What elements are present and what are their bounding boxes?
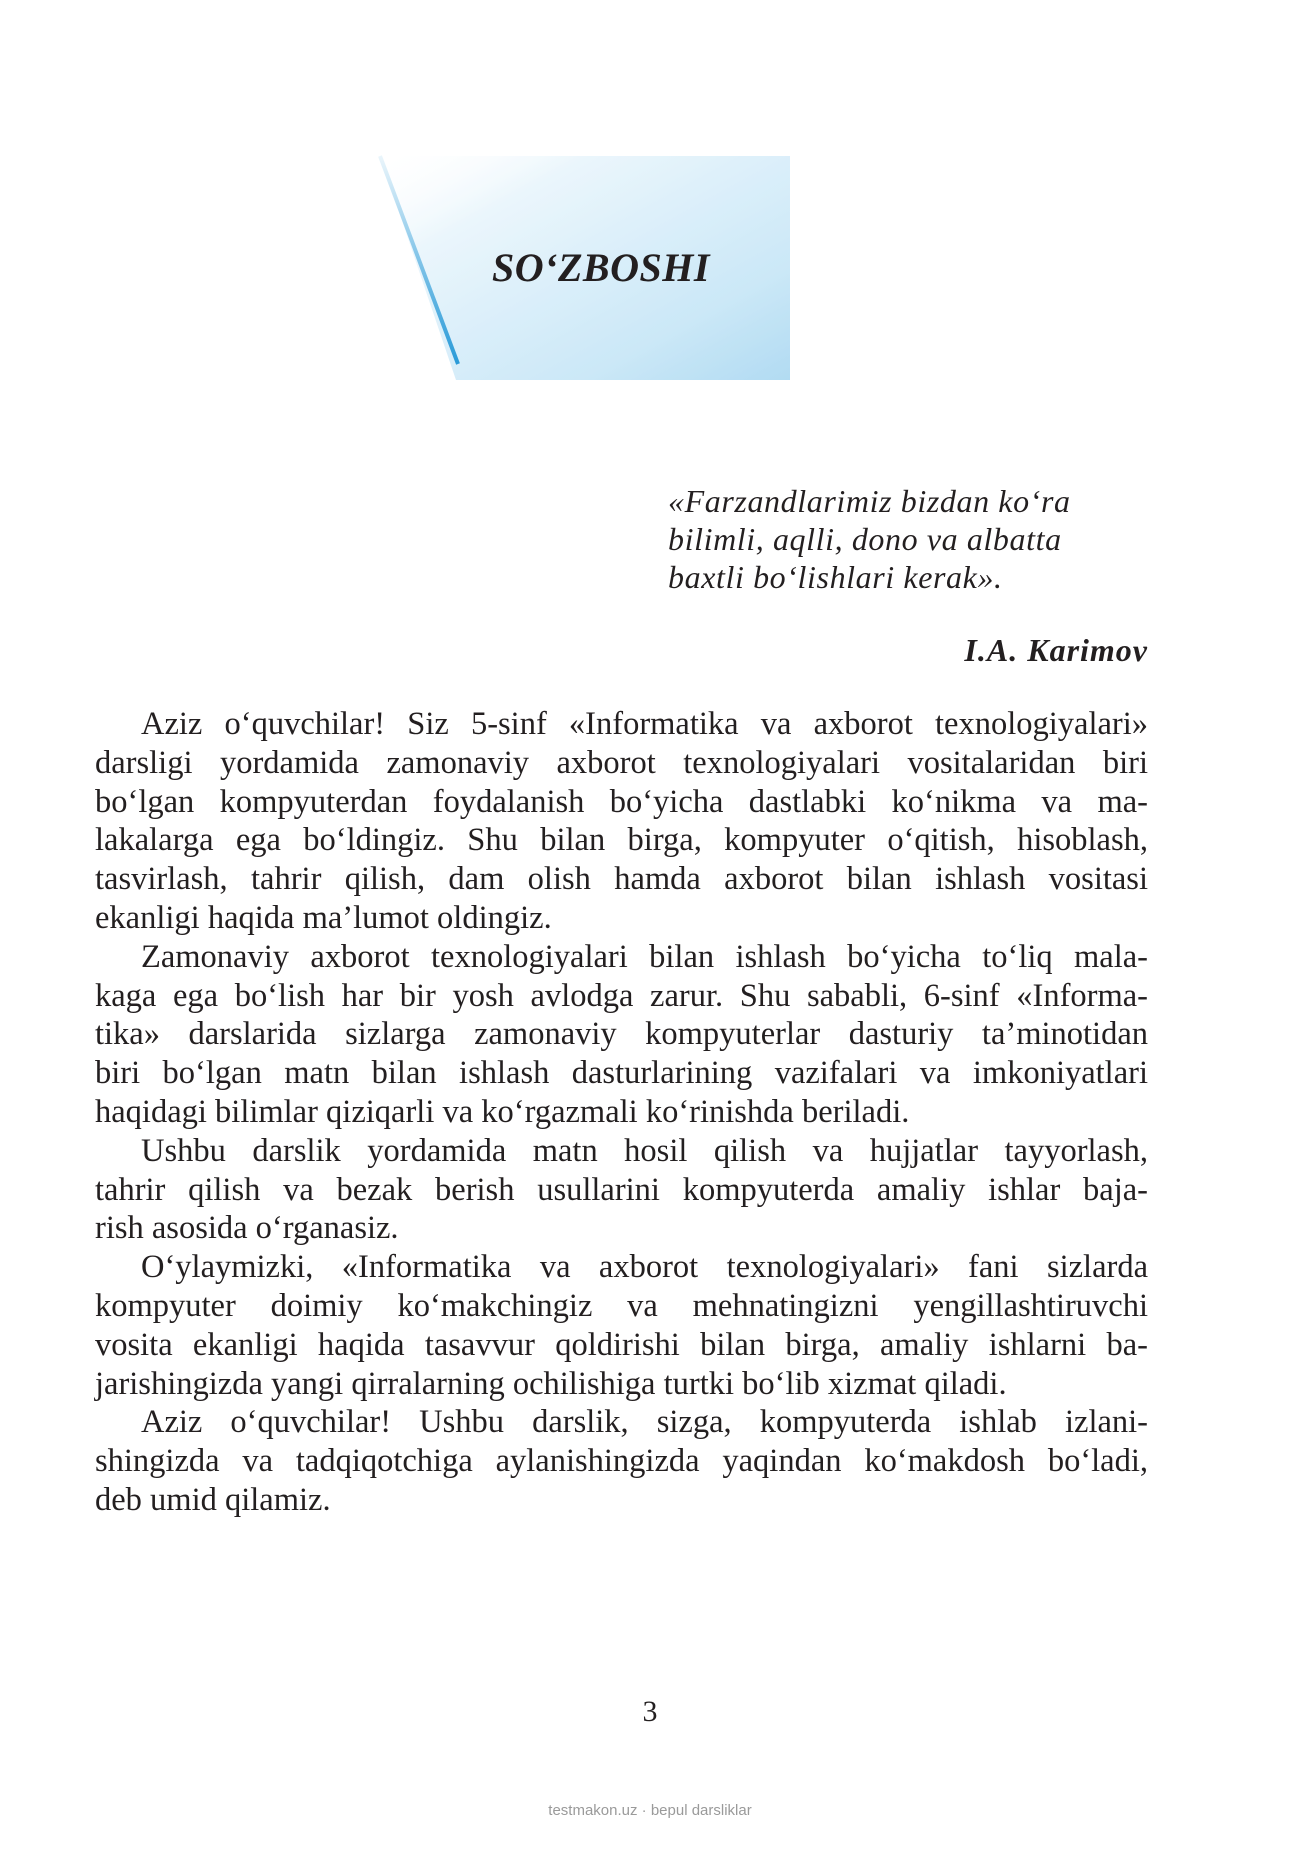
text-line: kompyuter doimiy ko‘makchingiz va mehnatingizni yengillashtiruvchi	[95, 1287, 1148, 1324]
text-line: bo‘lgan kompyuterdan foydalanish bo‘yicha dastlabki ko‘nikma va ma-	[95, 783, 1148, 820]
text-line: tasvirlash, tahrir qilish, dam olish hamda axborot bilan ishlash vositasi	[95, 861, 1148, 898]
page-title: SO‘ZBOSHI	[492, 245, 710, 290]
text-line: O‘ylaymizki, «Informatika va axborot texnologiyalari» fani sizlarda	[141, 1249, 1148, 1286]
text-line: tika» darslarida sizlarga zamonaviy kompyuterlar dasturiy ta’minotidan	[95, 1016, 1148, 1053]
text-line: ekanligi haqida ma’lumot oldingiz.	[95, 899, 552, 936]
epigraph-quote	[668, 482, 1188, 596]
epigraph-line: «Farzandlarimiz bizdan ko‘ra	[668, 483, 1071, 519]
text-line: Zamonaviy axborot texnologiyalari bilan ishlash bo‘yicha to‘liq mala-	[141, 938, 1148, 975]
title-banner	[370, 152, 800, 392]
text-line: rish asosida o‘rganasiz.	[95, 1210, 399, 1247]
epigraph-author: I.A. Karimov	[964, 632, 1148, 668]
epigraph-line: baxtli bo‘lishlari kerak».	[668, 559, 1003, 595]
text-line: deb umid qilamiz.	[95, 1481, 331, 1518]
text-line: shingizda va tadqiqotchiga aylanishingizda yaqindan ko‘makdosh bo‘ladi,	[95, 1443, 1148, 1480]
footer-watermark: testmakon.uz · bepul darsliklar	[548, 1802, 752, 1819]
text-line: jarishingizda yangi qirralarning ochilishiga turtki bo‘lib xizmat qiladi.	[95, 1365, 1007, 1402]
text-line: Aziz o‘quvchilar! Ushbu darslik, sizga, kompyuterda ishlab izlani-	[141, 1404, 1148, 1441]
text-line: lakalarga ega bo‘ldingiz. Shu bilan birga, kompyuter o‘qitish, hisoblash,	[95, 822, 1148, 859]
epigraph-line: bilimli, aqlli, dono va albatta	[668, 521, 1062, 557]
text-line: tahrir qilish va bezak berish usullarini kompyuterda amaliy ishlar baja-	[95, 1171, 1148, 1208]
page-number: 3	[642, 1695, 658, 1728]
text-line: kaga ega bo‘lish har bir yosh avlodga zarur. Shu sababli, 6-sinf «Informa-	[95, 977, 1148, 1014]
text-line: haqidagi bilimlar qiziqarli va ko‘rgazmali ko‘rinishda beriladi.	[95, 1093, 910, 1130]
body-text	[95, 705, 1148, 1520]
text-line: Aziz o‘quvchilar! Siz 5-sinf «Informatika va axborot texnologiyalari»	[141, 706, 1148, 742]
text-line: darsligi yordamida zamonaviy axborot texnologiyalari vositalaridan biri	[95, 744, 1148, 781]
text-line: vosita ekanligi haqida tasavvur qoldirishi bilan birga, amaliy ishlarni ba-	[95, 1326, 1148, 1363]
text-line: biri bo‘lgan matn bilan ishlash dasturlarining vazifalari va imkoniyatlari	[95, 1055, 1148, 1092]
text-line: Ushbu darslik yordamida matn hosil qilish va hujjatlar tayyorlash,	[141, 1132, 1148, 1169]
